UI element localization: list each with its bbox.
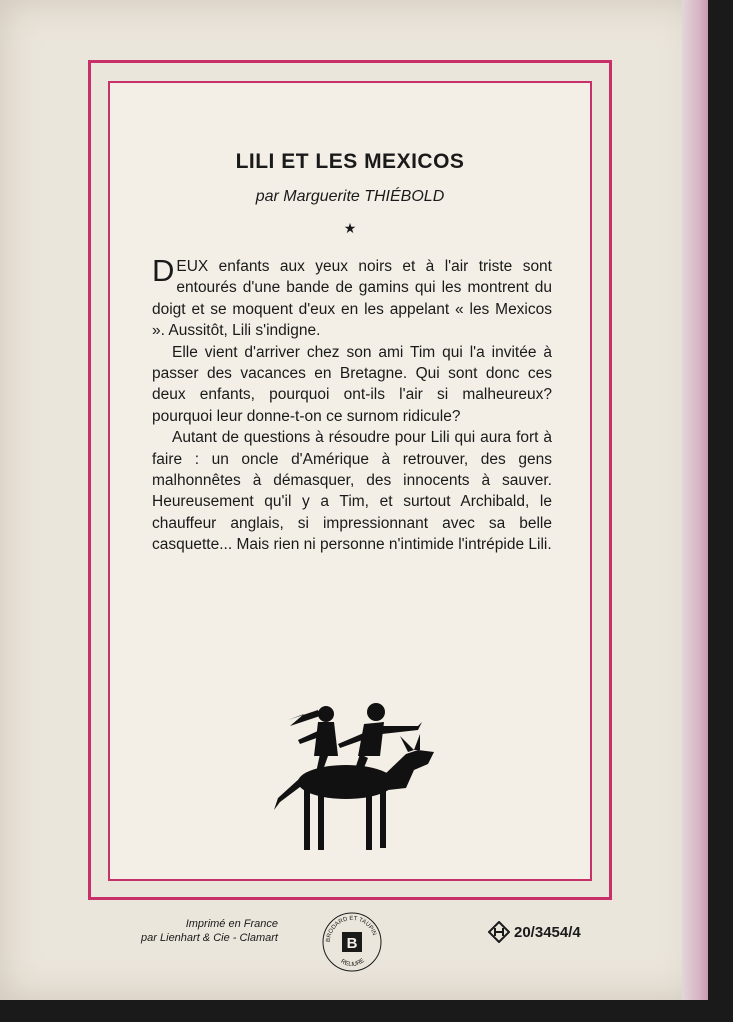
binder-logo <box>320 910 384 974</box>
book-title: LILI ET LES MEXICOS <box>235 150 465 173</box>
printer-line-2: par Lienhart & Cie - Clamart <box>141 932 278 944</box>
book-author: par Marguerite THIÉBOLD <box>255 188 445 205</box>
svg-text:RELIURE: RELIURE <box>339 957 366 969</box>
blurb-paragraph-3: Autant de questions à résoudre pour Lili qui aura fort à faire : un oncle d'Amérique à retrouver, des gens malhonnêtes à démasquer, des innocents à sauver. Heureusement qu'il y a Tim, et surtout Archibald, le chauffeur anglais, si impressionnant avec sa belle casquette... Mais rien ni personne n'intimide l'intrépide Lili. <box>152 429 552 554</box>
hachette-h-icon <box>488 921 510 943</box>
catalog-code-text: 20/3454/4 <box>514 923 581 941</box>
star-ornament: ★ <box>343 220 357 236</box>
binder-letter: B <box>346 935 358 952</box>
blurb-paragraph-1: EUX enfants aux yeux noirs et à l'air triste sont entourés d'une bande de gamins qui les montrent du doigt et se moquent d'eux en les appelant « les Mexicos ». Aussitôt, Lili s'indigne. <box>152 258 552 340</box>
children-on-donkey-illustration <box>268 690 438 860</box>
blurb-text <box>152 253 552 556</box>
printer-line-1: Imprimé en France <box>185 918 278 930</box>
printer-imprint <box>78 917 278 945</box>
blurb-paragraph-2: Elle vient d'arriver chez son ami Tim qui l'a invitée à passer des vacances en Bretagne. Qui sont donc ces deux enfants, pourquoi ont-ils l'air si malheureux? pourquoi leur donne-t-on ce surnom ridicule? <box>152 343 552 425</box>
book-spine-edge <box>682 0 708 1000</box>
blurb-paragraph <box>152 253 552 342</box>
drop-cap: D <box>152 253 175 288</box>
svg-text:BRODARD ET TAUPIN: BRODARD ET TAUPIN <box>325 915 377 943</box>
catalog-code <box>488 921 638 943</box>
